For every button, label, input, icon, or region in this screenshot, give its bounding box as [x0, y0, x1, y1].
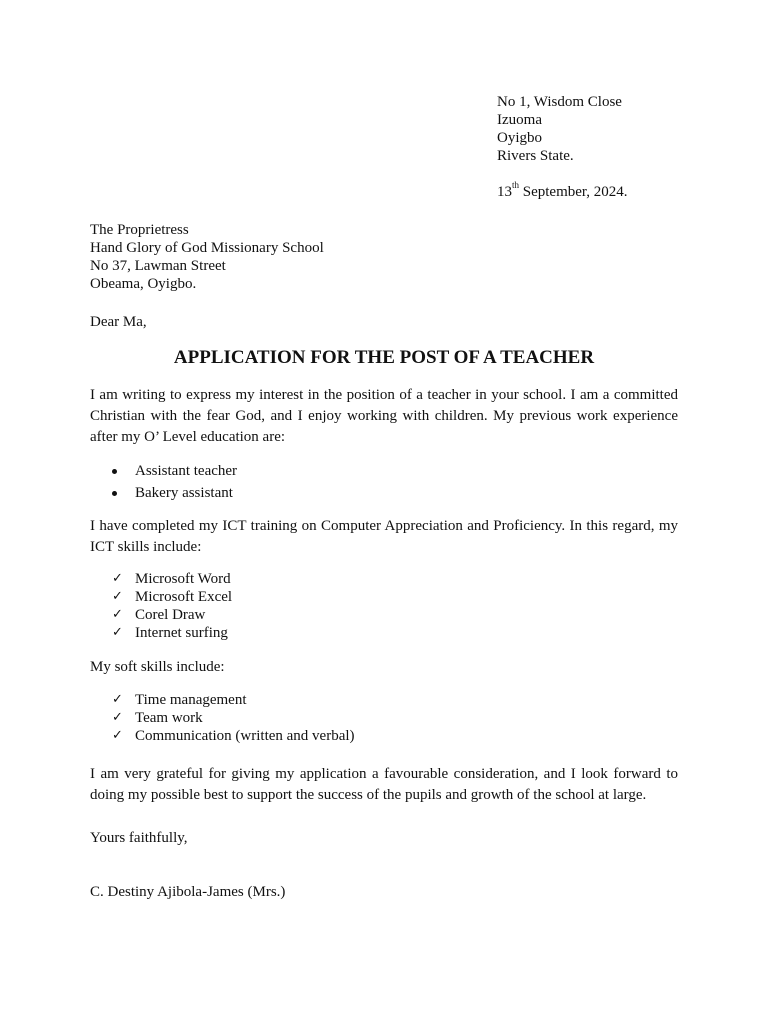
recipient-address-line: Obeama, Oyigbo. — [90, 276, 197, 292]
checkmark-icon: ✓ — [112, 607, 123, 622]
list-item — [112, 624, 232, 642]
list-item-text: Communication (written and verbal) — [135, 728, 355, 744]
list-item — [112, 460, 237, 482]
list-item — [112, 709, 355, 727]
checkmark-icon: ✓ — [112, 692, 123, 707]
sender-address-line: Izuoma — [497, 112, 542, 128]
letter-heading: APPLICATION FOR THE POST OF A TEACHER — [173, 347, 595, 368]
intro-paragraph: I am writing to express my interest in the position of a teacher in your school. I am a committed Christian with the fear God, and I enjoy working with children. My previous work experience after my O’ Level education are: — [90, 387, 678, 445]
checkmark-icon: ✓ — [112, 728, 123, 743]
list-item — [112, 606, 232, 624]
ict-skills-list — [112, 570, 232, 642]
date-day: 13 — [497, 184, 512, 200]
list-item-text: Microsoft Word — [135, 571, 231, 587]
date-rest: September, 2024. — [519, 184, 628, 200]
salutation: Dear Ma, — [90, 314, 147, 330]
list-item — [112, 482, 237, 504]
closing: Yours faithfully, — [90, 830, 188, 846]
list-item-text: Internet surfing — [135, 625, 228, 641]
list-item-text: Assistant teacher — [135, 463, 238, 479]
date-suffix: th — [512, 180, 520, 190]
checkmark-icon: ✓ — [112, 625, 123, 640]
checkmark-icon: ✓ — [112, 571, 123, 586]
soft-skills-paragraph: My soft skills include: — [90, 659, 225, 675]
signature-name: C. Destiny Ajibola-James (Mrs.) — [90, 884, 286, 900]
list-item-text: Corel Draw — [135, 607, 206, 623]
soft-skills-list — [112, 691, 355, 745]
list-item — [112, 570, 232, 588]
sender-address-line: No 1, Wisdom Close — [497, 94, 622, 110]
recipient-address-line: No 37, Lawman Street — [90, 258, 226, 274]
letter-date — [497, 180, 628, 201]
list-item-text: Microsoft Excel — [135, 589, 233, 605]
list-item-text: Bakery assistant — [135, 485, 233, 501]
work-experience-list — [112, 460, 237, 504]
list-item — [112, 727, 355, 745]
sender-address — [497, 93, 622, 165]
sender-address-line: Oyigbo — [497, 130, 542, 146]
list-item-text: Team work — [135, 710, 203, 726]
recipient-address — [90, 221, 324, 293]
bullet-icon — [112, 491, 117, 496]
checkmark-icon: ✓ — [112, 710, 123, 725]
recipient-address-line: Hand Glory of God Missionary School — [90, 240, 324, 256]
list-item — [112, 691, 355, 709]
list-item — [112, 588, 232, 606]
checkmark-icon: ✓ — [112, 589, 123, 604]
recipient-address-line: The Proprietress — [90, 222, 189, 238]
list-item-text: Time management — [135, 692, 247, 708]
bullet-icon — [112, 469, 117, 474]
ict-paragraph: I have completed my ICT training on Computer Appreciation and Proficiency. In this regard, my ICT skills include: — [90, 518, 678, 555]
conclusion-paragraph: I am very grateful for giving my application a favourable consideration, and I look forward to doing my possible best to support the success of the pupils and growth of the school at large. — [90, 766, 678, 803]
sender-address-line: Rivers State. — [497, 148, 574, 164]
